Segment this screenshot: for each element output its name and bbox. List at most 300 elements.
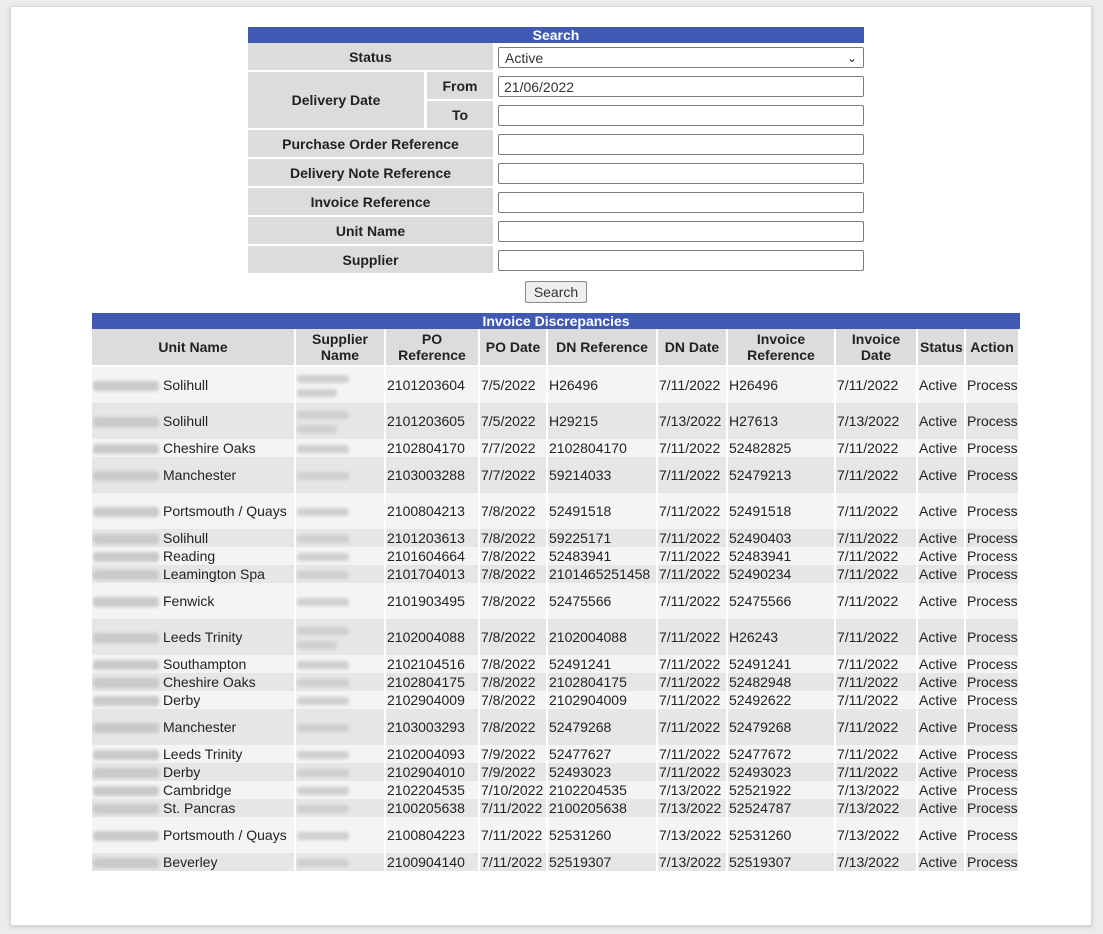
header-po-reference[interactable]: PO Reference xyxy=(386,329,480,367)
cell-action[interactable]: Process xyxy=(966,367,1020,403)
cell-invoice-reference: 52492622 xyxy=(728,691,836,709)
redacted-text xyxy=(93,552,159,562)
redacted-text xyxy=(297,751,349,759)
cell-supplier-name xyxy=(296,547,386,565)
redacted-text xyxy=(93,858,159,868)
redacted-text xyxy=(93,723,159,733)
unit-name-text: Cheshire Oaks xyxy=(163,440,256,456)
cell-dn-date: 7/13/2022 xyxy=(658,817,728,853)
redacted-text xyxy=(297,661,349,669)
cell-status: Active xyxy=(918,817,966,853)
cell-status: Active xyxy=(918,583,966,619)
cell-dn-reference: 2102204535 xyxy=(548,781,658,799)
cell-invoice-reference: H26496 xyxy=(728,367,836,403)
cell-unit-name xyxy=(92,619,296,655)
redacted-text xyxy=(93,786,159,796)
cell-po-date: 7/8/2022 xyxy=(480,709,548,745)
cell-action[interactable]: Process xyxy=(966,457,1020,493)
cell-unit-name xyxy=(92,583,296,619)
table-row xyxy=(92,781,1020,799)
cell-invoice-date: 7/13/2022 xyxy=(836,853,918,871)
table-row xyxy=(92,709,1020,745)
cell-po-reference: 2100804213 xyxy=(386,493,480,529)
status-label: Status xyxy=(248,43,496,72)
cell-invoice-reference: 52491241 xyxy=(728,655,836,673)
cell-invoice-reference: 52482825 xyxy=(728,439,836,457)
cell-action[interactable]: Process xyxy=(966,691,1020,709)
cell-dn-date: 7/11/2022 xyxy=(658,673,728,691)
redacted-text xyxy=(93,534,159,544)
redacted-text xyxy=(297,472,349,480)
unit-name-text: Southampton xyxy=(163,656,247,672)
cell-unit-name xyxy=(92,817,296,853)
cell-po-reference: 2100205638 xyxy=(386,799,480,817)
cell-dn-date: 7/11/2022 xyxy=(658,529,728,547)
cell-po-date: 7/8/2022 xyxy=(480,655,548,673)
cell-unit-name xyxy=(92,403,296,439)
supplier-input[interactable] xyxy=(498,250,864,271)
cell-dn-date: 7/11/2022 xyxy=(658,709,728,745)
cell-dn-reference: 2100205638 xyxy=(548,799,658,817)
table-row xyxy=(92,529,1020,547)
cell-invoice-reference: H27613 xyxy=(728,403,836,439)
results-table xyxy=(92,329,1020,871)
cell-dn-date: 7/11/2022 xyxy=(658,745,728,763)
cell-unit-name xyxy=(92,367,296,403)
cell-po-reference: 2100804223 xyxy=(386,817,480,853)
cell-action[interactable]: Process xyxy=(966,709,1020,745)
cell-invoice-date: 7/11/2022 xyxy=(836,367,918,403)
cell-invoice-reference: 52524787 xyxy=(728,799,836,817)
redacted-text xyxy=(297,535,349,543)
cell-dn-reference: 52479268 xyxy=(548,709,658,745)
cell-dn-reference: H29215 xyxy=(548,403,658,439)
cell-invoice-date: 7/11/2022 xyxy=(836,691,918,709)
cell-status: Active xyxy=(918,745,966,763)
cell-supplier-name xyxy=(296,529,386,547)
cell-dn-date: 7/13/2022 xyxy=(658,799,728,817)
cell-invoice-date: 7/13/2022 xyxy=(836,403,918,439)
cell-po-date: 7/9/2022 xyxy=(480,745,548,763)
cell-invoice-reference: 52479213 xyxy=(728,457,836,493)
unit-name-text: Derby xyxy=(163,692,201,708)
cell-po-reference: 2101203604 xyxy=(386,367,480,403)
cell-dn-date: 7/11/2022 xyxy=(658,565,728,583)
cell-supplier-name xyxy=(296,493,386,529)
cell-invoice-date: 7/11/2022 xyxy=(836,763,918,781)
cell-supplier-name xyxy=(296,619,386,655)
cell-po-date: 7/8/2022 xyxy=(480,691,548,709)
cell-action[interactable]: Process xyxy=(966,529,1020,547)
search-table xyxy=(248,27,864,275)
redacted-text xyxy=(297,697,349,705)
cell-unit-name xyxy=(92,547,296,565)
table-row xyxy=(92,655,1020,673)
cell-action[interactable]: Process xyxy=(966,493,1020,529)
cell-supplier-name xyxy=(296,799,386,817)
cell-dn-date: 7/11/2022 xyxy=(658,457,728,493)
unit-name-text: Leeds Trinity xyxy=(163,629,243,645)
search-title: Search xyxy=(248,27,864,43)
cell-dn-reference: 52491241 xyxy=(548,655,658,673)
unit-name-text: Leamington Spa xyxy=(163,566,265,582)
cell-po-reference: 2102204535 xyxy=(386,781,480,799)
header-supplier-name[interactable]: Supplier Name xyxy=(296,329,386,367)
redacted-text xyxy=(297,627,349,635)
cell-unit-name xyxy=(92,853,296,871)
unit-name-text: Leeds Trinity xyxy=(163,746,243,762)
cell-dn-date: 7/11/2022 xyxy=(658,655,728,673)
cell-po-date: 7/8/2022 xyxy=(480,583,548,619)
cell-dn-date: 7/11/2022 xyxy=(658,547,728,565)
cell-po-date: 7/10/2022 xyxy=(480,781,548,799)
cell-dn-reference: 2102804175 xyxy=(548,673,658,691)
cell-supplier-name xyxy=(296,781,386,799)
cell-po-date: 7/9/2022 xyxy=(480,763,548,781)
cell-po-reference: 2101604664 xyxy=(386,547,480,565)
redacted-text xyxy=(297,832,349,840)
cell-supplier-name xyxy=(296,655,386,673)
unit-name-text: Beverley xyxy=(163,854,218,870)
redacted-text xyxy=(93,678,159,688)
po-reference-input[interactable] xyxy=(498,134,864,155)
table-row xyxy=(92,457,1020,493)
cell-dn-date: 7/11/2022 xyxy=(658,619,728,655)
cell-dn-date: 7/11/2022 xyxy=(658,691,728,709)
cell-invoice-date: 7/13/2022 xyxy=(836,799,918,817)
cell-invoice-reference: 52521922 xyxy=(728,781,836,799)
cell-po-reference: 2101203613 xyxy=(386,529,480,547)
cell-invoice-date: 7/11/2022 xyxy=(836,619,918,655)
cell-po-date: 7/11/2022 xyxy=(480,853,548,871)
cell-unit-name xyxy=(92,655,296,673)
cell-invoice-date: 7/11/2022 xyxy=(836,457,918,493)
cell-invoice-reference: 52490403 xyxy=(728,529,836,547)
cell-unit-name xyxy=(92,529,296,547)
cell-status: Active xyxy=(918,655,966,673)
header-status[interactable]: Status xyxy=(918,329,966,367)
cell-dn-date: 7/11/2022 xyxy=(658,583,728,619)
cell-action[interactable]: Process xyxy=(966,655,1020,673)
cell-unit-name xyxy=(92,457,296,493)
invoice-discrepancies xyxy=(92,313,1020,871)
table-row xyxy=(92,367,1020,403)
table-row xyxy=(92,799,1020,817)
unit-name-label: Unit Name xyxy=(248,217,496,246)
unit-name-text: Cambridge xyxy=(163,782,232,798)
redacted-text xyxy=(297,389,337,397)
cell-supplier-name xyxy=(296,367,386,403)
cell-status: Active xyxy=(918,673,966,691)
unit-name-text: Fenwick xyxy=(163,593,215,609)
cell-po-date: 7/8/2022 xyxy=(480,547,548,565)
cell-invoice-date: 7/11/2022 xyxy=(836,493,918,529)
cell-dn-reference: 2102004088 xyxy=(548,619,658,655)
cell-po-reference: 2102804170 xyxy=(386,439,480,457)
redacted-text xyxy=(93,750,159,760)
cell-supplier-name xyxy=(296,691,386,709)
cell-dn-date: 7/13/2022 xyxy=(658,403,728,439)
dn-reference-input[interactable] xyxy=(498,163,864,184)
unit-name-text: Cheshire Oaks xyxy=(163,674,256,690)
cell-dn-reference: 52475566 xyxy=(548,583,658,619)
cell-dn-reference: 2101465251458 xyxy=(548,565,658,583)
cell-unit-name xyxy=(92,763,296,781)
cell-po-date: 7/7/2022 xyxy=(480,457,548,493)
cell-unit-name xyxy=(92,691,296,709)
redacted-text xyxy=(297,553,349,561)
table-row xyxy=(92,547,1020,565)
cell-po-reference: 2101903495 xyxy=(386,583,480,619)
cell-action[interactable]: Process xyxy=(966,763,1020,781)
cell-dn-reference: 59214033 xyxy=(548,457,658,493)
cell-invoice-reference: 52477672 xyxy=(728,745,836,763)
cell-invoice-date: 7/13/2022 xyxy=(836,781,918,799)
status-select[interactable] xyxy=(498,47,864,68)
redacted-text xyxy=(297,859,349,867)
cell-unit-name xyxy=(92,799,296,817)
cell-unit-name xyxy=(92,709,296,745)
invoice-reference-label: Invoice Reference xyxy=(248,188,496,217)
redacted-text xyxy=(93,417,159,427)
cell-unit-name xyxy=(92,439,296,457)
cell-action[interactable]: Process xyxy=(966,547,1020,565)
cell-po-date: 7/11/2022 xyxy=(480,817,548,853)
cell-po-reference: 2102004093 xyxy=(386,745,480,763)
cell-po-date: 7/8/2022 xyxy=(480,565,548,583)
redacted-text xyxy=(93,696,159,706)
cell-po-date: 7/11/2022 xyxy=(480,799,548,817)
redacted-text xyxy=(297,375,349,383)
delivery-date-label: Delivery Date xyxy=(248,72,427,130)
header-invoice-date[interactable]: Invoice Date xyxy=(836,329,918,367)
table-row xyxy=(92,691,1020,709)
delivery-date-to-input[interactable] xyxy=(498,105,864,126)
supplier-label: Supplier xyxy=(248,246,496,275)
redacted-text xyxy=(93,831,159,841)
table-row xyxy=(92,565,1020,583)
cell-dn-reference: 59225171 xyxy=(548,529,658,547)
search-form xyxy=(248,27,864,303)
unit-name-input[interactable] xyxy=(498,221,864,242)
redacted-text xyxy=(93,633,159,643)
cell-po-date: 7/8/2022 xyxy=(480,493,548,529)
cell-dn-reference: 2102904009 xyxy=(548,691,658,709)
redacted-text xyxy=(297,641,337,649)
unit-name-text: Portsmouth / Quays xyxy=(163,503,287,519)
cell-invoice-date: 7/11/2022 xyxy=(836,673,918,691)
redacted-text xyxy=(93,444,159,454)
cell-po-reference: 2102104516 xyxy=(386,655,480,673)
table-row xyxy=(92,439,1020,457)
cell-po-reference: 2102904010 xyxy=(386,763,480,781)
cell-invoice-date: 7/11/2022 xyxy=(836,547,918,565)
unit-name-text: Derby xyxy=(163,764,201,780)
cell-po-date: 7/8/2022 xyxy=(480,529,548,547)
cell-dn-reference: 52493023 xyxy=(548,763,658,781)
to-label: To xyxy=(427,101,496,130)
cell-supplier-name xyxy=(296,745,386,763)
table-row xyxy=(92,853,1020,871)
redacted-text xyxy=(297,598,349,606)
cell-status: Active xyxy=(918,709,966,745)
cell-invoice-reference: 52482948 xyxy=(728,673,836,691)
cell-po-date: 7/7/2022 xyxy=(480,439,548,457)
cell-invoice-reference: 52531260 xyxy=(728,817,836,853)
cell-invoice-date: 7/11/2022 xyxy=(836,745,918,763)
cell-dn-date: 7/13/2022 xyxy=(658,781,728,799)
cell-invoice-reference: 52519307 xyxy=(728,853,836,871)
invoice-reference-input[interactable] xyxy=(498,192,864,213)
redacted-text xyxy=(93,570,159,580)
cell-unit-name xyxy=(92,493,296,529)
cell-action[interactable]: Process xyxy=(966,565,1020,583)
cell-dn-date: 7/11/2022 xyxy=(658,493,728,529)
cell-status: Active xyxy=(918,691,966,709)
redacted-text xyxy=(93,507,159,517)
table-row xyxy=(92,619,1020,655)
delivery-date-from-input[interactable] xyxy=(498,76,864,97)
cell-status: Active xyxy=(918,619,966,655)
cell-status: Active xyxy=(918,529,966,547)
unit-name-text: Portsmouth / Quays xyxy=(163,827,287,843)
cell-status: Active xyxy=(918,853,966,871)
cell-invoice-reference: H26243 xyxy=(728,619,836,655)
cell-invoice-date: 7/11/2022 xyxy=(836,439,918,457)
redacted-text xyxy=(93,597,159,607)
cell-dn-reference: 2102804170 xyxy=(548,439,658,457)
cell-dn-reference: 52491518 xyxy=(548,493,658,529)
cell-po-reference: 2102004088 xyxy=(386,619,480,655)
cell-status: Active xyxy=(918,457,966,493)
cell-po-date: 7/5/2022 xyxy=(480,367,548,403)
cell-supplier-name xyxy=(296,763,386,781)
header-action[interactable]: Action xyxy=(966,329,1020,367)
cell-invoice-date: 7/11/2022 xyxy=(836,709,918,745)
cell-po-date: 7/8/2022 xyxy=(480,619,548,655)
cell-action[interactable]: Process xyxy=(966,439,1020,457)
cell-action[interactable]: Process xyxy=(966,781,1020,799)
cell-invoice-reference: 52479268 xyxy=(728,709,836,745)
cell-action[interactable]: Process xyxy=(966,403,1020,439)
cell-supplier-name xyxy=(296,817,386,853)
redacted-text xyxy=(297,679,349,687)
cell-invoice-date: 7/11/2022 xyxy=(836,529,918,547)
cell-status: Active xyxy=(918,547,966,565)
cell-po-reference: 2103003288 xyxy=(386,457,480,493)
table-row xyxy=(92,403,1020,439)
cell-invoice-reference: 52491518 xyxy=(728,493,836,529)
cell-unit-name xyxy=(92,745,296,763)
from-label: From xyxy=(427,72,496,101)
dn-reference-label: Delivery Note Reference xyxy=(248,159,496,188)
cell-status: Active xyxy=(918,439,966,457)
redacted-text xyxy=(297,769,349,777)
cell-status: Active xyxy=(918,493,966,529)
redacted-text xyxy=(93,381,159,391)
header-invoice-reference[interactable]: Invoice Reference xyxy=(728,329,836,367)
cell-unit-name xyxy=(92,565,296,583)
cell-supplier-name xyxy=(296,709,386,745)
cell-supplier-name xyxy=(296,583,386,619)
redacted-text xyxy=(297,508,349,516)
header-po-date[interactable]: PO Date xyxy=(480,329,548,367)
cell-po-reference: 2102804175 xyxy=(386,673,480,691)
cell-supplier-name xyxy=(296,673,386,691)
results-body xyxy=(92,367,1020,871)
table-row xyxy=(92,745,1020,763)
search-button[interactable]: Search xyxy=(525,281,587,303)
header-dn-date[interactable]: DN Date xyxy=(658,329,728,367)
unit-name-text: Manchester xyxy=(163,467,237,483)
cell-action[interactable]: Process xyxy=(966,583,1020,619)
cell-invoice-date: 7/11/2022 xyxy=(836,583,918,619)
redacted-text xyxy=(297,445,349,453)
redacted-text xyxy=(297,724,349,732)
cell-dn-reference: 52483941 xyxy=(548,547,658,565)
cell-po-reference: 2101203605 xyxy=(386,403,480,439)
unit-name-text: Solihull xyxy=(163,377,209,393)
redacted-text xyxy=(297,425,337,433)
cell-invoice-reference: 52475566 xyxy=(728,583,836,619)
table-row xyxy=(92,817,1020,853)
cell-po-reference: 2100904140 xyxy=(386,853,480,871)
cell-dn-reference: 52531260 xyxy=(548,817,658,853)
cell-status: Active xyxy=(918,763,966,781)
cell-dn-date: 7/11/2022 xyxy=(658,367,728,403)
cell-status: Active xyxy=(918,403,966,439)
cell-po-reference: 2102904009 xyxy=(386,691,480,709)
cell-supplier-name xyxy=(296,565,386,583)
cell-dn-date: 7/11/2022 xyxy=(658,439,728,457)
cell-po-date: 7/5/2022 xyxy=(480,403,548,439)
cell-action[interactable]: Process xyxy=(966,619,1020,655)
cell-po-date: 7/8/2022 xyxy=(480,673,548,691)
cell-dn-reference: 52477627 xyxy=(548,745,658,763)
cell-action[interactable]: Process xyxy=(966,853,1020,871)
cell-invoice-date: 7/11/2022 xyxy=(836,565,918,583)
cell-status: Active xyxy=(918,367,966,403)
redacted-text xyxy=(297,571,349,579)
redacted-text xyxy=(297,787,349,795)
unit-name-text: Solihull xyxy=(163,413,209,429)
status-select-value: Active xyxy=(505,49,544,66)
cell-dn-date: 7/13/2022 xyxy=(658,853,728,871)
cell-action[interactable]: Process xyxy=(966,799,1020,817)
cell-action[interactable]: Process xyxy=(966,817,1020,853)
cell-action[interactable]: Process xyxy=(966,673,1020,691)
cell-action[interactable]: Process xyxy=(966,745,1020,763)
cell-invoice-reference: 52490234 xyxy=(728,565,836,583)
header-dn-reference[interactable]: DN Reference xyxy=(548,329,658,367)
table-row xyxy=(92,673,1020,691)
page-panel xyxy=(10,6,1092,926)
cell-dn-date: 7/11/2022 xyxy=(658,763,728,781)
cell-supplier-name xyxy=(296,403,386,439)
cell-po-reference: 2101704013 xyxy=(386,565,480,583)
cell-supplier-name xyxy=(296,439,386,457)
cell-unit-name xyxy=(92,781,296,799)
cell-invoice-reference: 52493023 xyxy=(728,763,836,781)
cell-invoice-reference: 52483941 xyxy=(728,547,836,565)
cell-supplier-name xyxy=(296,853,386,871)
unit-name-text: Solihull xyxy=(163,530,209,546)
table-row xyxy=(92,763,1020,781)
redacted-text xyxy=(93,804,159,814)
cell-status: Active xyxy=(918,799,966,817)
unit-name-text: Manchester xyxy=(163,719,237,735)
header-unit-name[interactable]: Unit Name xyxy=(92,329,296,367)
